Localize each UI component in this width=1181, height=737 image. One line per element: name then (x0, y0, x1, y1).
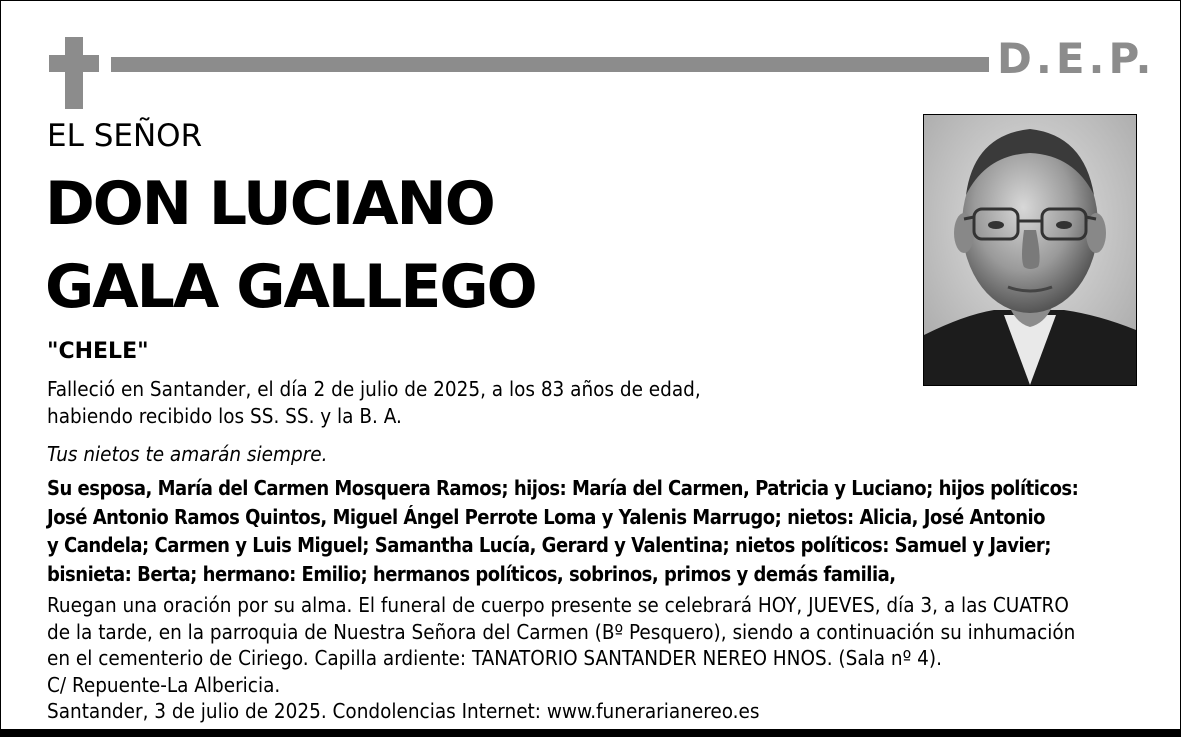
family-line: Su esposa, María del Carmen Mosquera Ramos; hijos: María del Carmen, Patricia y Luciano; hijos políticos: (47, 476, 1079, 500)
ceremony-info (47, 592, 1157, 725)
tribute-text: Tus nietos te amarán siempre. (47, 442, 328, 466)
death-info-line1: Falleció en Santander, el día 2 de julio de 2025, a los 83 años de edad, (47, 377, 701, 401)
deceased-name-line2: GALA GALLEGO (45, 252, 536, 322)
portrait-photo (923, 114, 1137, 386)
ceremony-line: C/ Repuente-La Albericia. (47, 672, 281, 697)
family-line: y Candela; Carmen y Luis Miguel; Samantha Lucía, Gerard y Valentina; nietos políticos: Samuel y Javier; (47, 533, 1051, 557)
deceased-name-line1: DON LUCIANO (45, 169, 494, 239)
deceased-nickname: "CHELE" (47, 339, 149, 364)
dep-label: D.E.P. (997, 34, 1156, 83)
ceremony-line: Santander, 3 de julio de 2025. Condolencias Internet: www.funerarianereo.es (47, 699, 760, 723)
family-line: José Antonio Ramos Quintos, Miguel Ángel Perrote Loma y Yalenis Marrugo; nietos: Alicia, José Antonio (47, 504, 1046, 529)
ceremony-line: en el cementerio de Ciriego. Capilla ardiente: TANATORIO SANTANDER NEREO HNOS. (Sala nº 4). (47, 646, 942, 670)
header-rule (111, 57, 989, 72)
deceased-title: EL SEÑOR (47, 118, 203, 154)
family-list (47, 474, 1157, 588)
family-line: bisnieta: Berta; hermano: Emilio; hermanos políticos, sobrinos, primos y demás familia, (47, 561, 896, 586)
cross-icon (49, 37, 99, 109)
ceremony-line: Ruegan una oración por su alma. El funeral de cuerpo presente se celebrará HOY, JUEVES, día 3, a las CUATRO (47, 593, 1069, 617)
footer-rule (1, 729, 1181, 737)
ceremony-line: de la tarde, en la parroquia de Nuestra Señora del Carmen (Bº Pesquero), siendo a continuación su inhumación (47, 619, 1076, 644)
death-info-line2: habiendo recibido los SS. SS. y la B. A. (47, 404, 402, 428)
